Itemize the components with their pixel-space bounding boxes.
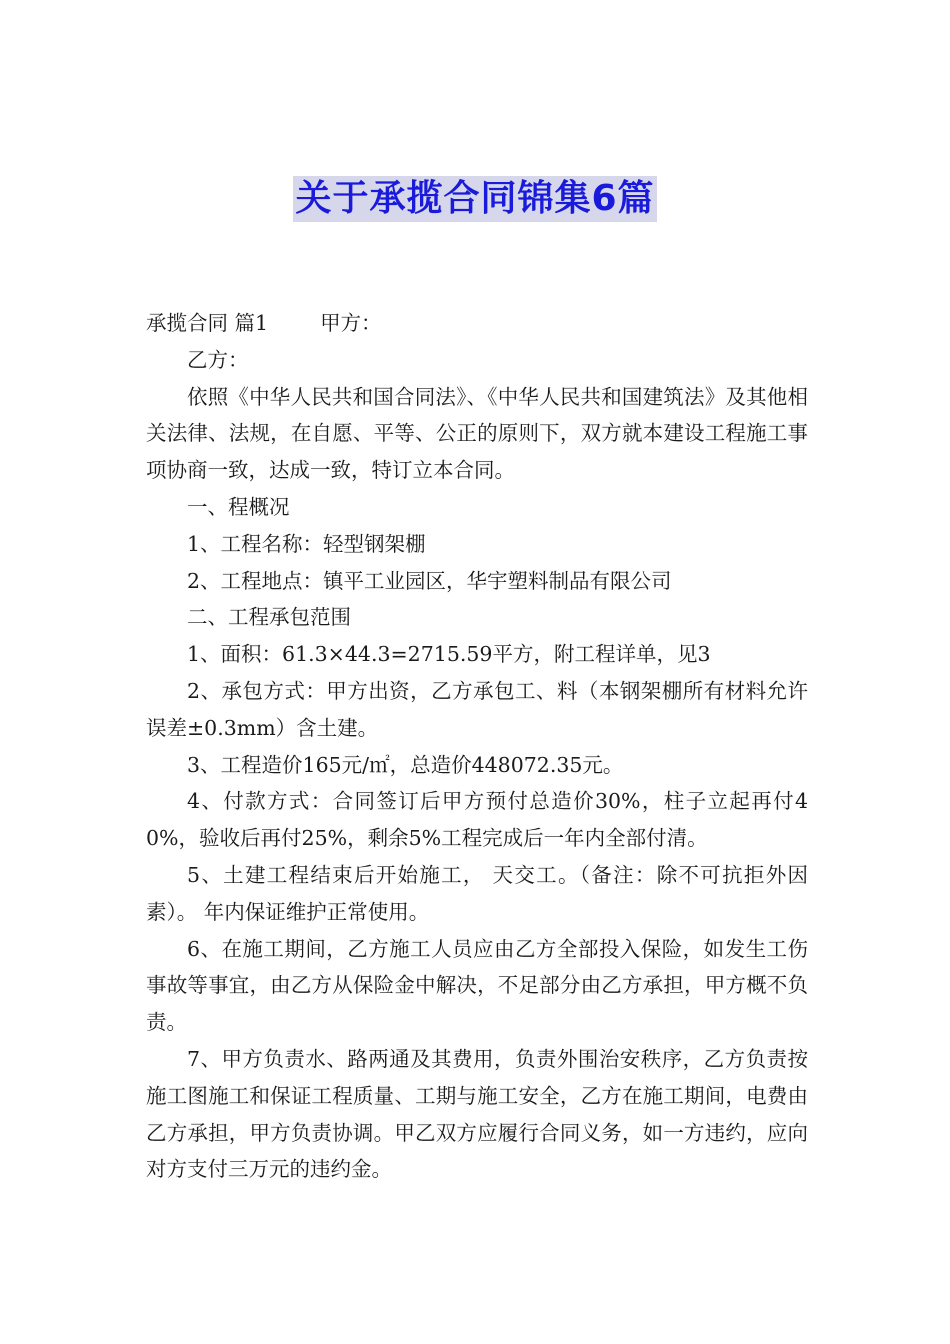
- paragraph-preamble: 依照《中华人民共和国合同法》、《中华人民共和国建筑法》及其他相关法律、法规，在自愿、平等、公正的原则下，双方就本建设工程施工事项协商一致，达成一致，特订立本合同。: [146, 384, 808, 483]
- section-heading-overview: 一、程概况: [187, 494, 290, 519]
- contract-heading-line: [146, 305, 808, 342]
- title-container: [0, 176, 950, 222]
- paragraph-insurance: 6、在施工期间，乙方施工人员应由乙方全部投入保险，如发生工伤事故等事宜，由乙方从保险金中解决，不足部分由乙方承担，甲方概不负责。: [146, 936, 808, 1035]
- paragraph-project-name: 1、工程名称：轻型钢架棚: [187, 531, 426, 556]
- paragraph-contract-method: 2、承包方式：甲方出资，乙方承包工、料（本钢架棚所有材料允许误差±0.3mm）含土建。: [146, 678, 808, 740]
- paragraph-schedule: 5、土建工程结束后开始施工， 天交工。（备注：除不可抗拒外因素）。 年内保证维护正常使用。: [146, 862, 808, 924]
- paragraph-area: 1、面积：61.3×44.3=2715.59平方，附工程详单，见3: [187, 642, 711, 667]
- paragraph-responsibilities: 7、甲方负责水、路两通及其费用，负责外围治安秩序，乙方负责按施工图施工和保证工程质量、工期与施工安全，乙方在施工期间，电费由乙方承担，甲方负责协调。甲乙双方应履行合同义务，如一方违约，应向对方支付三万元的违约金。: [146, 1046, 808, 1182]
- paragraph-cost: 3、工程造价165元/㎡，总造价448072.35元。: [187, 752, 624, 777]
- document-body: [146, 305, 808, 1188]
- party-b-line: 乙方：: [187, 347, 249, 372]
- paragraph-payment: 4、付款方式：合同签订后甲方预付总造价30%，柱子立起再付40%，验收后再付25%，剩余5%工程完成后一年内全部付清。: [146, 789, 808, 851]
- party-a-label: 甲方：: [320, 311, 382, 335]
- document-title: 关于承揽合同锦集6篇: [293, 176, 656, 222]
- section-heading-scope: 二、工程承包范围: [187, 605, 351, 630]
- contract-section-label: 承揽合同 篇1: [146, 311, 269, 335]
- paragraph-project-location: 2、工程地点：镇平工业园区，华宇塑料制品有限公司: [187, 568, 672, 593]
